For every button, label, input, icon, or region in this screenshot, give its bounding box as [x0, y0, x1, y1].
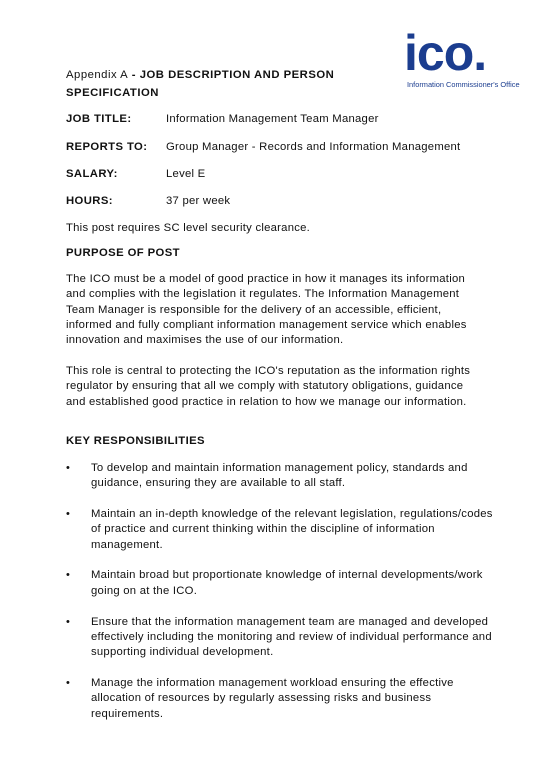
field-job-title [66, 112, 379, 127]
list-item [66, 676, 496, 722]
field-label: HOURS: [66, 195, 113, 207]
bullet-icon: • [66, 676, 71, 689]
purpose-heading: PURPOSE OF POST [66, 247, 180, 259]
list-item-text: Ensure that the information management team are managed and developed effectively including the monitoring and review of individual performance and supporting individual development. [91, 615, 492, 659]
field-reports-to [66, 140, 460, 155]
field-hours [66, 194, 230, 209]
list-item-text: Maintain an in-depth knowledge of the relevant legislation, regulations/codes of practice and current thinking within the discipline of information management. [91, 508, 493, 551]
field-label: SALARY: [66, 168, 118, 180]
list-item [66, 615, 496, 661]
list-item-text: To develop and maintain information management policy, standards and guidance, ensuring they are available to all staff. [91, 462, 468, 490]
document-title-prefix: Appendix A [66, 69, 129, 81]
document-title-rest: - JOB DESCRIPTION AND PERSON SPECIFICATION [66, 69, 335, 99]
field-label: JOB TITLE: [66, 113, 132, 125]
bullet-icon: • [66, 615, 71, 628]
bullet-icon: • [66, 569, 71, 582]
field-salary [66, 167, 205, 182]
ico-logo-mark: ico. [404, 25, 487, 81]
field-value: Level E [166, 168, 206, 180]
document-title [66, 66, 376, 102]
field-value: 37 per week [166, 195, 231, 207]
clearance-note: This post requires SC level security clearance. [66, 222, 311, 234]
list-item [66, 568, 496, 599]
responsibilities-list [66, 461, 496, 737]
responsibilities-heading: KEY RESPONSIBILITIES [66, 435, 205, 447]
list-item-text: Maintain broad but proportionate knowledge of internal developments/work going on at the ICO. [91, 569, 483, 597]
purpose-paragraph-2: This role is central to protecting the ICO's reputation as the information rights regulator by ensuring that all we comply with statutory obligations, guidance and established good practice in relation to how we manage our information. [66, 365, 471, 408]
list-item [66, 507, 496, 553]
list-item-text: Manage the information management workload ensuring the effective allocation of resources by regularly assessing risks and business requirements. [91, 676, 454, 720]
ico-logo-subtitle: Information Commissioner's Office [407, 80, 520, 89]
field-value: Group Manager - Records and Information Management [166, 141, 461, 153]
bullet-icon: • [66, 462, 71, 474]
field-value: Information Management Team Manager [166, 113, 379, 125]
field-label: REPORTS TO: [66, 141, 148, 153]
bullet-icon: • [66, 508, 71, 521]
purpose-paragraph-1: The ICO must be a model of good practice in how it manages its information and complies with the legislation it regulates. The Information Management Team Manager is responsible for the delivery of an accessible, efficient, informed and fully compliant information management service which enables innovation and maximises the use of our information. [66, 273, 467, 347]
list-item [66, 461, 496, 492]
ico-logo [404, 25, 522, 89]
